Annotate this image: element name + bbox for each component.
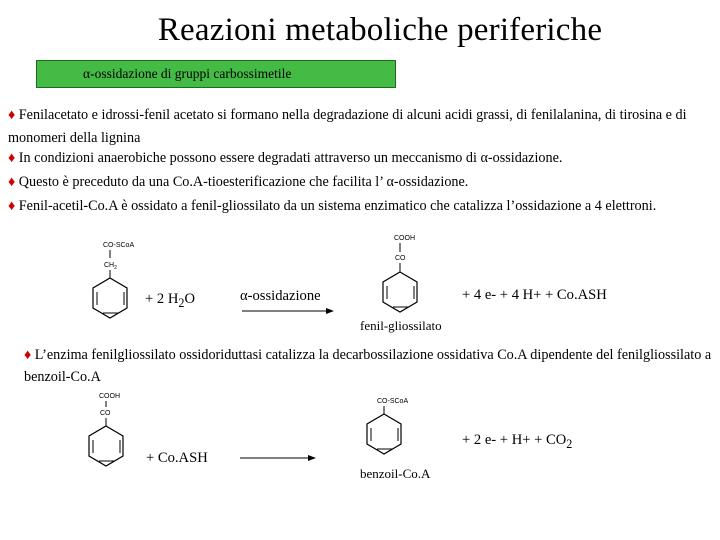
svg-text:CO-SCoA: CO-SCoA xyxy=(377,398,409,405)
phenylglyoxylate-structure xyxy=(383,235,417,312)
svg-text:CO: CO xyxy=(395,255,406,262)
product-name-benzoyl-coa: benzoil-Co.A xyxy=(360,466,431,481)
reaction1-products: + 4 e- + 4 H+ + Co.ASH xyxy=(462,287,607,303)
reaction2-products: + 2 $e- + H+ + CO_2$ xyxy=(462,432,573,451)
alpha-symbol: α xyxy=(83,66,91,81)
bullet-paragraph-2: ♦ In condizioni anaerobiche possono essere degradati attraverso un meccanismo di α-ossidazione. xyxy=(8,150,563,166)
product-name-phenylglyoxylate: fenil-gliossilato xyxy=(360,318,442,333)
svg-text:CO-SCoA: CO-SCoA xyxy=(103,242,135,249)
svg-text:COOH: COOH xyxy=(394,235,415,242)
svg-text:COOH: COOH xyxy=(99,393,120,400)
diamond-icon: ♦ xyxy=(8,174,16,190)
section-header-label: -ossidazione di gruppi carbossimetile xyxy=(90,66,292,81)
reagent-coash: + Co.ASH xyxy=(146,450,208,466)
diamond-icon: ♦ xyxy=(8,150,16,166)
benzoyl-coa-structure xyxy=(367,398,408,454)
bullet-paragraph-4: ♦ Fenil-acetil-Co.A è ossidato a fenil-gliossilato da un sistema enzimatico che catalizza l’ossidazione a 4 elettroni. xyxy=(8,198,657,214)
svg-text:CH2: $CH_2$ xyxy=(104,262,117,271)
arrow-label-alpha-oxidation: α-ossidazione xyxy=(240,288,321,304)
svg-text:CO: CO xyxy=(100,410,111,417)
phenylglyoxylate-structure-2 xyxy=(89,393,123,466)
bullet-paragraph-1: ♦ Fenilacetato e idrossi-fenil acetato si formano nella degradazione di alcuni acidi grassi, di fenilalanina, di tirosina e di monomeri della lignina xyxy=(8,107,687,146)
reagent-water: + 2 $H_2O$ xyxy=(145,291,195,310)
bullet-paragraph-3: ♦ Questo è preceduto da una Co.A-tioesterificazione che facilita l’ α-ossidazione. xyxy=(8,174,469,190)
page-title: Reazioni metaboliche periferiche xyxy=(157,12,603,48)
bullet-paragraph-5: ♦ L’enzima fenilgliossilato ossidoriduttasi catalizza la decarbossilazione ossidativa Co.A dipendente del fenilgliossilato a benzoil-Co.A xyxy=(24,347,712,385)
diamond-icon: ♦ xyxy=(24,347,32,363)
diamond-icon: ♦ xyxy=(8,198,16,214)
diamond-icon: ♦ xyxy=(8,107,16,123)
phenylacetyl-coa-structure xyxy=(93,242,134,318)
